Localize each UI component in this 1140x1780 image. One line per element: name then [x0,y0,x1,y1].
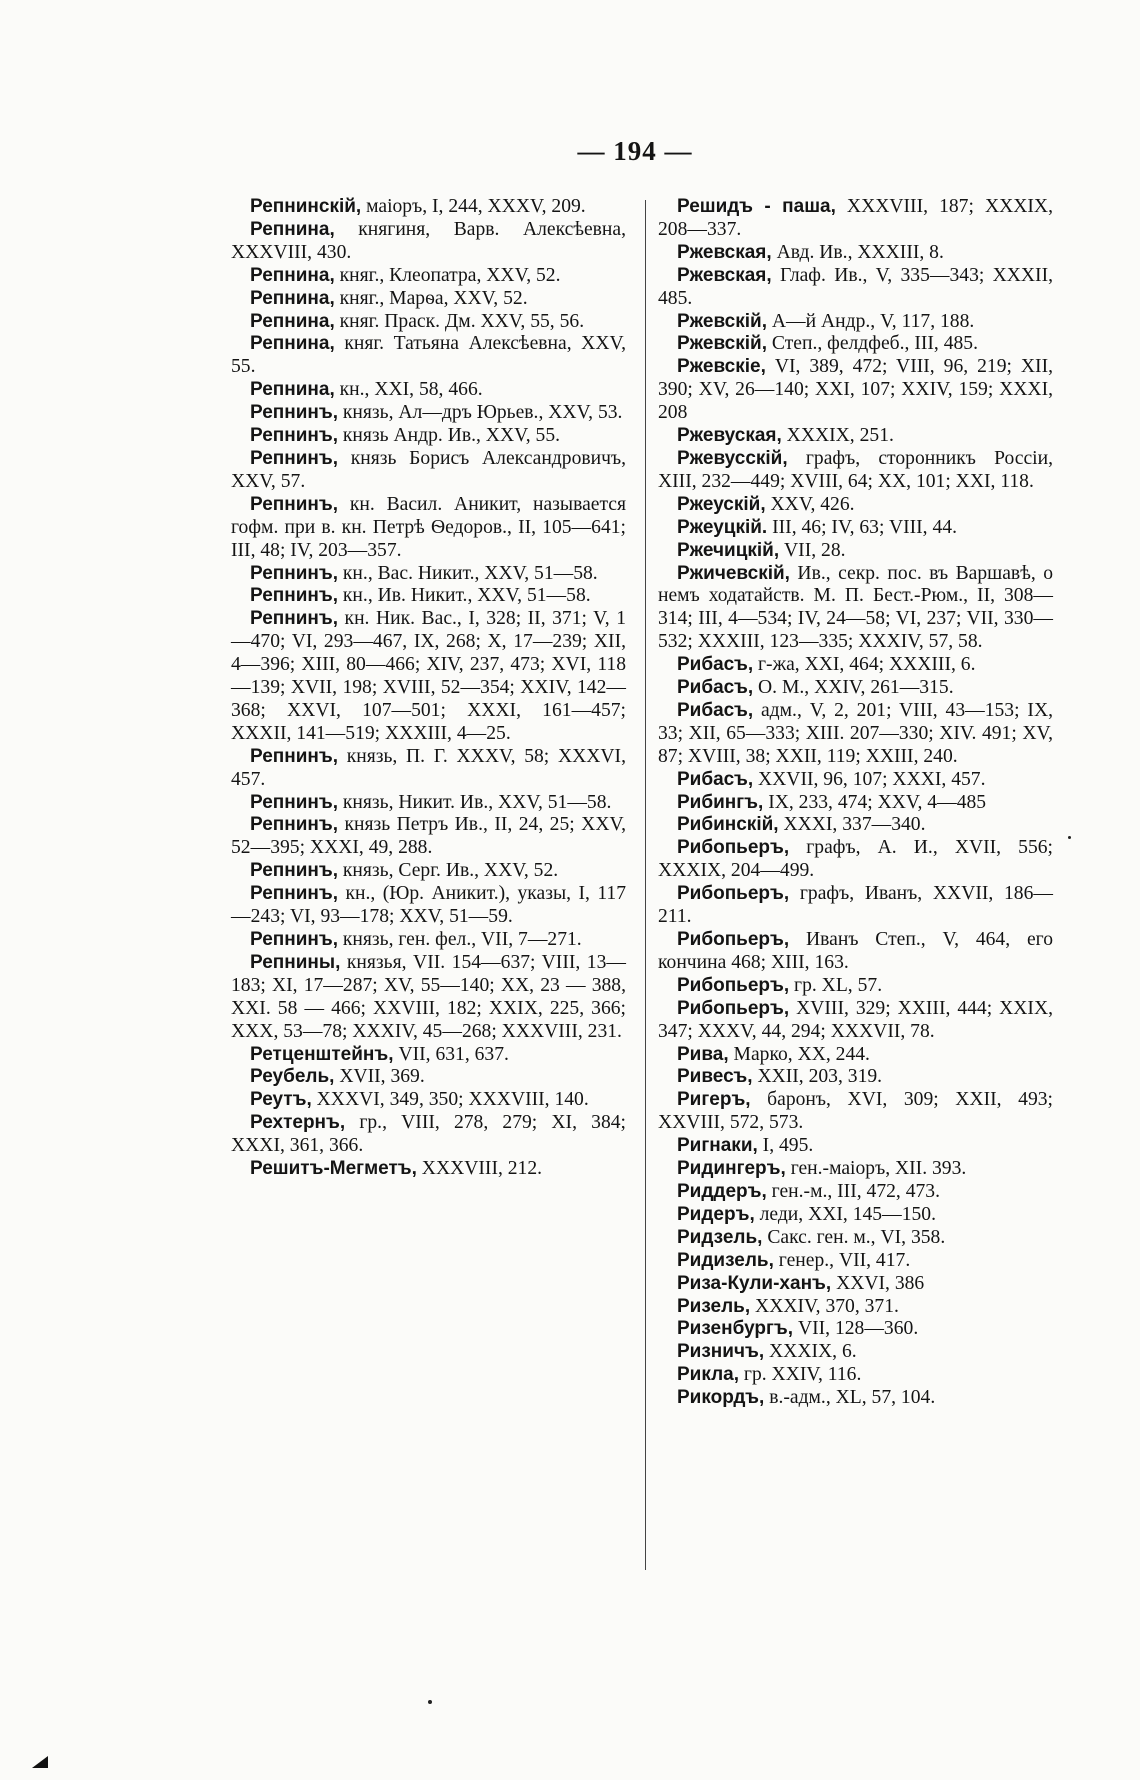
entry-heading: Реутъ, [250,1089,312,1111]
entry-heading: Ригнаки, [677,1135,758,1157]
entry-references: Авд. Ив., XXXIII, 8. [771,241,944,263]
entry-references: адм., V, 2, 201; VIII, 43—153; IX, 33; XII, 65—333; XIII. 207—330; XIV. 491; XV, 87; XVIII, 38; XXII, 119; XXIII, 240. [658,699,1053,767]
entry-heading: Рибопьеръ, [677,883,790,905]
entry-references: XXXVI, 349, 350; XXXVIII, 140. [311,1089,589,1111]
index-entry [231,494,626,563]
entry-references: XXXIX, 251. [781,425,894,447]
entry-references: XVIII, 329; XXIII, 444; XXIX, 347; XXXV, 44, 294; XXXVII, 78. [658,997,1053,1042]
index-entry [658,1181,1053,1204]
entry-references: князь, Ал—дръ Юрьев., XXV, 53. [338,402,623,424]
entry-heading: Репнинъ, [250,585,339,607]
entry-references: княг., Клеопатра, XXV, 52. [334,264,561,286]
entry-references: гр. XXIV, 116. [739,1364,862,1386]
index-entry [658,265,1053,311]
index-entry [231,1112,626,1158]
entry-references: VII, 631, 637. [393,1043,509,1065]
index-entry [231,288,626,311]
entry-heading: Рикордъ, [677,1387,765,1409]
entry-references: XXII, 203, 319. [752,1066,883,1088]
entry-heading: Ривесъ, [677,1066,753,1088]
entry-heading: Ржеуцкій. [677,516,768,538]
index-entry [231,860,626,883]
entry-heading: Репнинъ, [250,608,339,630]
index-entry [658,1387,1053,1410]
index-entry [231,792,626,815]
index-entry [658,975,1053,998]
entry-heading: Ржевская, [677,241,772,263]
index-entry [658,1158,1053,1181]
entry-references: Сакс. ген. м., VI, 358. [762,1226,946,1248]
index-entry [658,425,1053,448]
entry-heading: Рибасъ, [677,768,754,790]
entry-references: I, 495. [757,1135,814,1157]
entry-references: XXV, 426. [765,493,855,515]
index-entry [231,746,626,792]
entry-heading: Ригеръ, [677,1089,751,1111]
entry-heading: Рибинскій, [677,814,779,836]
entry-references: кн. Ник. Вас., I, 328; II, 371; V, 1—470; VI, 293—467, IX, 268; X, 17—239; XII, 4—396; XIII, 80—466; XIV, 237, 473; XVI, 118—139; XVII, 198; XVIII, 52—354; XXIV, 142—368; XXVI, 107—501; XXXI, 161—457; XXXII, 141—519; XXXIII, 4—25. [231,608,626,744]
index-entry [658,929,1053,975]
index-entry [658,837,1053,883]
entry-references: маіоръ, I, 244, XXXV, 209. [361,196,586,217]
entry-references: князь, Серг. Ив., XXV, 52. [338,860,559,882]
entry-heading: Риддеръ, [677,1180,767,1202]
entry-references: XXXVIII, 212. [416,1158,543,1180]
index-entry [658,540,1053,563]
index-entry [658,1204,1053,1227]
entry-references: IX, 233, 474; XXV, 4—485 [763,791,987,813]
entry-heading: Репнинъ, [250,562,339,584]
entry-references: ген.-маіоръ, XII. 393. [785,1158,967,1180]
index-entry [231,814,626,860]
index-entry [658,814,1053,837]
entry-references: князь, ген. фел., VII, 7—271. [338,929,582,950]
entry-heading: Ржевуская, [677,425,782,447]
entry-heading: Ризничъ, [677,1341,765,1363]
index-entry [231,883,626,929]
index-entry [231,219,626,265]
entry-heading: Решитъ-Мегметъ, [250,1158,417,1180]
index-entry [658,1296,1053,1319]
entry-references: VII, 128—360. [793,1318,919,1340]
entry-heading: Ридеръ, [677,1203,755,1225]
index-entry [231,1044,626,1067]
index-entry [658,700,1053,769]
entry-heading: Рибопьеръ, [677,929,790,950]
entry-heading: Рива, [677,1043,729,1065]
entry-references: генер., VII, 417. [773,1249,911,1271]
entry-heading: Рибасъ, [677,654,754,676]
entry-heading: Рибасъ, [677,699,754,721]
index-entry [658,998,1053,1044]
entry-heading: Ржевскій, [677,310,767,332]
right-column [658,196,1053,1410]
entry-heading: Рибасъ, [677,677,754,699]
ink-speck [428,1700,432,1704]
entry-references: XVII, 369. [334,1066,425,1088]
index-entry [231,1158,626,1181]
entry-references: О. М., XXIV, 261—315. [753,677,954,699]
entry-references: Марко, XX, 244. [728,1043,870,1065]
entry-heading: Ржевская, [677,264,772,286]
corner-mark [32,1756,48,1768]
index-entry [658,677,1053,700]
page-number: — 194 — [577,136,693,166]
entry-references: князь, П. Г. XXXV, 58; XXXVI, 457. [231,745,626,790]
index-entry [658,1364,1053,1387]
index-entry [658,1341,1053,1364]
entry-heading: Репнина, [250,333,335,355]
entry-heading: Рикла, [677,1364,740,1386]
index-entry [658,1318,1053,1341]
entry-references: княг. Праск. Дм. XXV, 55, 56. [334,310,585,332]
index-entry [658,1089,1053,1135]
entry-references: XXXIX, 6. [764,1341,857,1363]
entry-references: гр. XL, 57. [789,974,883,996]
index-entry [231,1066,626,1089]
index-entry [231,311,626,334]
column-divider [645,200,646,1570]
left-column [231,196,626,1181]
entry-references: графъ, Иванъ, XXVII, 186—211. [658,883,1053,928]
entry-heading: Рибопьеръ, [677,974,790,996]
entry-references: XXXVIII, 187; XXXIX, 208—337. [658,196,1053,240]
entry-references: XXXI, 337—340. [778,814,926,836]
index-entry [658,792,1053,815]
entry-heading: Ржечицкій, [677,539,780,561]
entry-heading: Рехтернъ, [250,1112,346,1134]
entry-references: XXVII, 96, 107; XXXI, 457. [753,768,986,790]
entry-heading: Репнины, [250,951,341,973]
entry-references: г-жа, XXI, 464; XXXIII, 6. [753,654,976,676]
entry-heading: Репнинъ, [250,425,339,447]
entry-heading: Ридингеръ, [677,1158,786,1180]
index-entry [658,1044,1053,1067]
entry-heading: Ржевскіе, [677,356,766,378]
entry-heading: Репнинъ, [250,814,339,836]
index-entry [231,1089,626,1112]
entry-heading: Ретценштейнъ, [250,1043,394,1065]
entry-heading: Репнинъ, [250,929,339,950]
index-entry [231,952,626,1044]
entry-heading: Репнина, [250,310,335,332]
index-entry [231,563,626,586]
index-entry [231,196,626,219]
index-entry [658,1066,1053,1089]
index-entry [231,333,626,379]
ink-speck [1068,836,1071,839]
entry-references: в.-адм., XL, 57, 104. [764,1387,936,1409]
index-entry [658,196,1053,242]
index-entry [231,929,626,952]
entry-references: А—й Андр., V, 117, 188. [766,310,975,332]
entry-heading: Ржеускій, [677,493,766,515]
entry-references: III, 46; IV, 63; VIII, 44. [767,516,957,538]
entry-references: Степ., фелдфеб., III, 485. [766,333,978,355]
entry-heading: Ризель, [677,1295,751,1317]
entry-references: кн. Васил. Аникит, называется гофм. при в. кн. Петрѣ Ѳедоров., II, 105—641; III, 48; IV, 203—357. [231,493,626,561]
entry-references: князь Андр. Ив., XXV, 55. [338,425,561,447]
index-entry [231,585,626,608]
entry-heading: Репнинъ, [250,402,339,424]
entry-heading: Репнина, [250,264,335,286]
entry-references: князья, VII. 154—637; VIII, 13—183; XI, 17—287; XV, 55—140; XX, 23 — 388, XXI. 58 — 466; XXVIII, 182; XXIX, 225, 366; XXX, 53—78; XXXIV, 45—268; XXXVIII, 231. [231,951,626,1042]
entry-heading: Рибопьеръ, [677,997,790,1019]
entry-heading: Ридзель, [677,1226,763,1248]
index-entry [658,1227,1053,1250]
entry-references: Иванъ Степ., V, 464, его кончина 468; XIII, 163. [658,929,1053,973]
entry-heading: Репнина, [250,379,335,401]
entry-heading: Ридизель, [677,1249,774,1271]
entry-heading: Рибопьеръ, [677,837,790,859]
entry-references: княг. Татьяна Алексѣевна, XXV, 55. [231,333,626,378]
entry-heading: Ржевскій, [677,333,767,355]
index-entry [658,563,1053,655]
index-entry [231,425,626,448]
index-entry [658,333,1053,356]
entry-references: VI, 389, 472; VIII, 96, 219; XII, 390; XV, 26—140; XXI, 107; XXIV, 159; XXXI, 208 [658,356,1053,424]
entry-heading: Репнинъ, [250,745,339,767]
entry-references: гр., VIII, 278, 279; XI, 384; XXXI, 361, 366. [231,1112,626,1157]
entry-references: Ив., секр. пос. въ Варшавѣ, о немъ ходатайств. М. П. Бест.-Рюм., II, 308—314; III, 4—534; IV, 24—58; VI, 237; VII, 330—532; XXXIII, 123—335; XXXIV, 57, 58. [658,562,1053,653]
index-entry [658,654,1053,677]
entry-references: княгиня, Варв. Алексѣевна, XXXVIII, 430. [231,218,626,263]
index-entry [658,1273,1053,1296]
entry-heading: Репнинъ, [250,883,339,905]
entry-references: ген.-м., III, 472, 473. [766,1180,941,1202]
entry-heading: Репнина, [250,287,335,309]
entry-references: Глаф. Ив., V, 335—343; XXXII, 485. [658,264,1053,309]
entry-heading: Реубель, [250,1066,335,1088]
entry-heading: Репнинскій, [250,196,362,217]
entry-references: XXVI, 386 [831,1272,925,1294]
index-entry [658,1135,1053,1158]
entry-heading: Решидъ - паша, [677,196,836,217]
index-entry [658,517,1053,540]
entry-heading: Риза-Кули-ханъ, [677,1272,832,1294]
entry-references: XXXIV, 370, 371. [750,1295,899,1317]
entry-references: княг., Марѳа, XXV, 52. [334,287,528,309]
index-entry [658,311,1053,334]
entry-references: князь, Никит. Ив., XXV, 51—58. [338,791,612,813]
entry-heading: Репнина, [250,218,335,240]
entry-heading: Репнинъ, [250,447,339,469]
entry-references: леди, XXI, 145—150. [754,1203,936,1225]
index-entry [231,448,626,494]
entry-heading: Ржичевскій, [677,562,790,584]
index-entry [231,265,626,288]
index-entry [658,242,1053,265]
entry-references: графъ, сторонникъ Россіи, XIII, 232—449; XVIII, 64; XX, 101; XXI, 118. [658,447,1053,492]
entry-references: князь Петръ Ив., II, 24, 25; XXV, 52—395; XXXI, 49, 288. [231,814,626,859]
entry-references: баронъ, XVI, 309; XXII, 493; XXVIII, 572, 573. [658,1089,1053,1134]
entry-heading: Ржевусскій, [677,447,788,469]
index-entry [231,402,626,425]
entry-heading: Репнинъ, [250,791,339,813]
index-entry [658,769,1053,792]
entry-heading: Репнинъ, [250,860,339,882]
entry-references: кн., (Юр. Аникит.), указы, I, 117—243; VI, 93—178; XXV, 51—59. [231,883,626,928]
index-entry [658,448,1053,494]
entry-references: VII, 28. [779,539,846,561]
entry-heading: Ризенбургъ, [677,1318,794,1340]
entry-references: кн., Вас. Никит., XXV, 51—58. [338,562,598,584]
index-entry [658,356,1053,425]
entry-references: графъ, А. И., XVII, 556; XXXIX, 204—499. [658,837,1053,882]
entry-references: кн., XXI, 58, 466. [334,379,483,401]
index-entry [658,883,1053,929]
entry-heading: Рибингъ, [677,791,764,813]
entry-references: кн., Ив. Никит., XXV, 51—58. [338,585,591,607]
index-entry [231,608,626,745]
index-entry [658,494,1053,517]
entry-references: князь Борисъ Александровичъ, XXV, 57. [231,447,626,492]
entry-heading: Репнинъ, [250,493,339,515]
index-entry [231,379,626,402]
index-entry [658,1250,1053,1273]
